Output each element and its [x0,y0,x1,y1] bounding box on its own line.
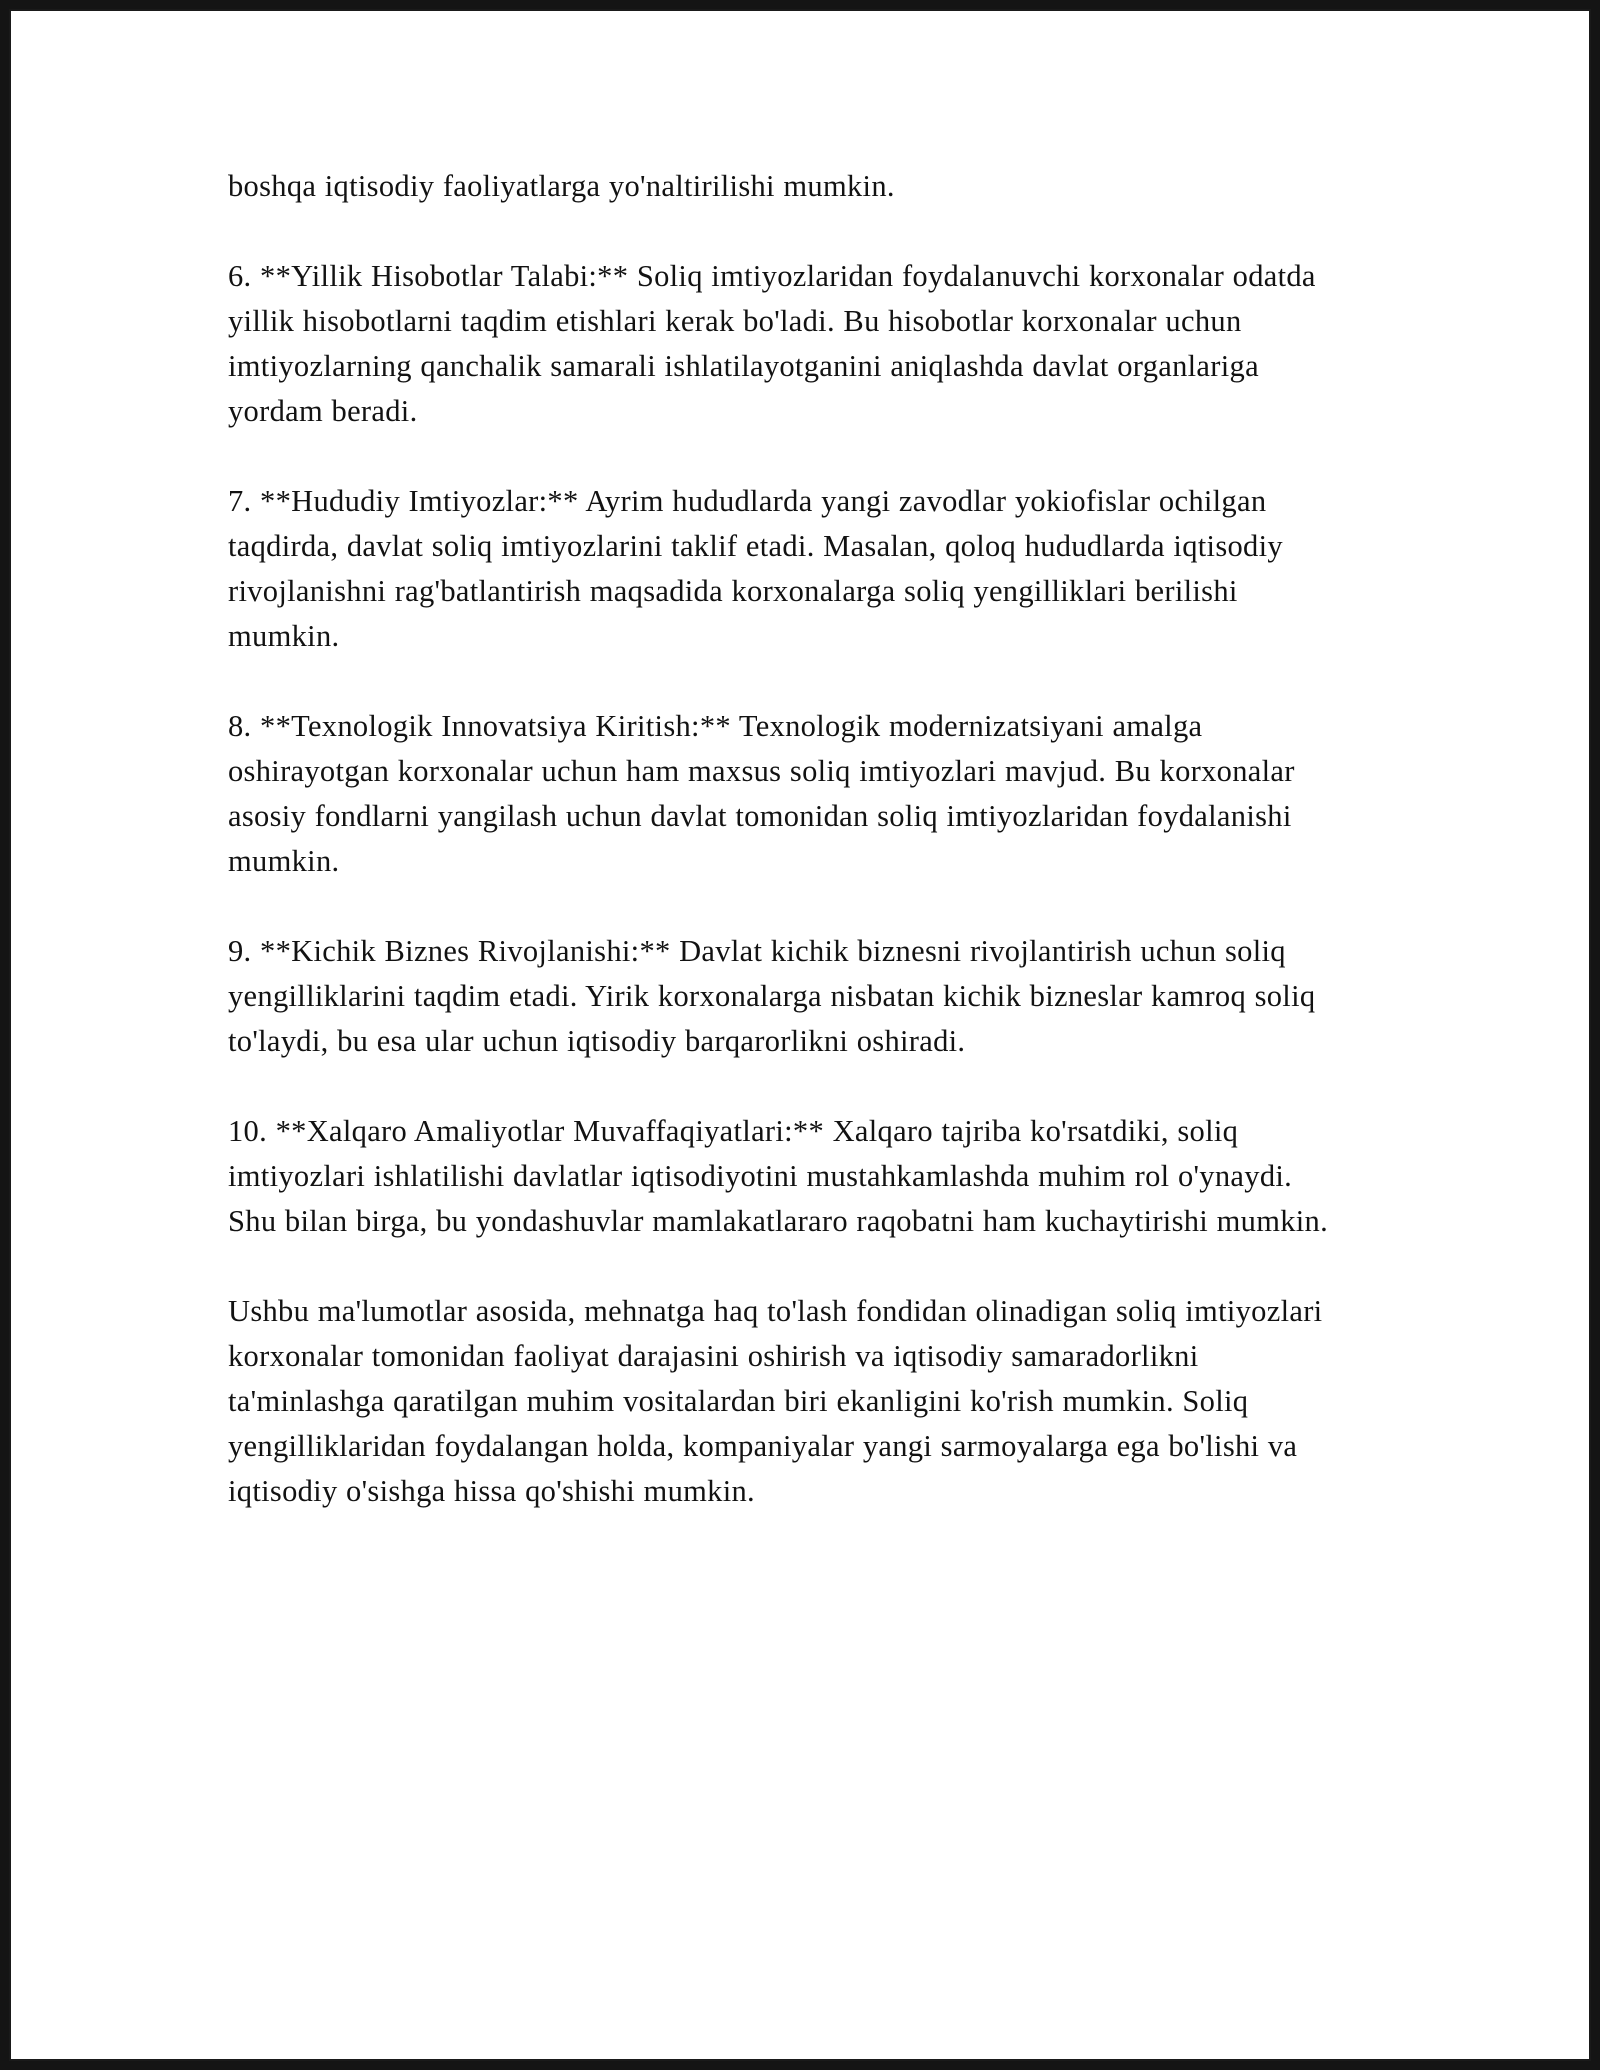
document-text-body [228,164,1348,1514]
paragraph-item-6: 6. **Yillik Hisobotlar Talabi:** Soliq imtiyozlaridan foydalanuvchi korxonalar odatda yillik hisobotlarni taqdim etishlari kerak bo'ladi. Bu hisobotlar korxonalar uchun imtiyozlarning qanchalik samarali ishlatilayotganini aniqlashda davlat organlariga yordam beradi. [228,259,1316,428]
paragraph-item-9: 9. **Kichik Biznes Rivojlanishi:** Davlat kichik biznesni rivojlantirish uchun soliq yengilliklarini taqdim etadi. Yirik korxonalarga nisbatan kichik bizneslar kamroq soliq to'laydi, bu esa ular uchun iqtisodiy barqarorlikni oshiradi. [228,934,1316,1058]
document-page-inner-border [9,9,1591,2061]
paragraph-item-7: 7. **Hududiy Imtiyozlar:** Ayrim hududlarda yangi zavodlar yokiofislar ochilgan taqdirda, davlat soliq imtiyozlarini taklif etadi. Masalan, qoloq hududlarda iqtisodiy rivojlanishni rag'batlantirish maqsadida korxonalarga soliq yengilliklari berilishi mumkin. [228,484,1283,653]
paragraph-item-10: 10. **Xalqaro Amaliyotlar Muvaffaqiyatlari:** Xalqaro tajriba ko'rsatdiki, soliq imtiyozlari ishlatilishi davlatlar iqtisodiyotini mustahkamlashda muhim rol o'ynaydi. Shu bilan birga, bu yondashuvlar mamlakatlararo raqobatni ham kuchaytirishi mumkin. [228,1114,1329,1238]
paragraph-conclusion: Ushbu ma'lumotlar asosida, mehnatga haq to'lash fondidan olinadigan soliq imtiyozlari korxonalar tomonidan faoliyat darajasini oshirish va iqtisodiy samaradorlikni ta'minlashga qaratilgan muhim vositalardan biri ekanligini ko'rish mumkin. Soliq yengilliklaridan foydalangan holda, kompaniyalar yangi sarmoyalarga ega bo'lishi va iqtisodiy o'sishga hissa qo'shishi mumkin. [228,1294,1323,1508]
paragraph-item-8: 8. **Texnologik Innovatsiya Kiritish:** Texnologik modernizatsiyani amalga oshirayotgan korxonalar uchun ham maxsus soliq imtiyozlari mavjud. Bu korxonalar asosiy fondlarni yangilash uchun davlat tomonidan soliq imtiyozlaridan foydalanishi mumkin. [228,709,1295,878]
paragraph-continuation: boshqa iqtisodiy faoliyatlarga yo'naltirilishi mumkin. [228,169,895,203]
